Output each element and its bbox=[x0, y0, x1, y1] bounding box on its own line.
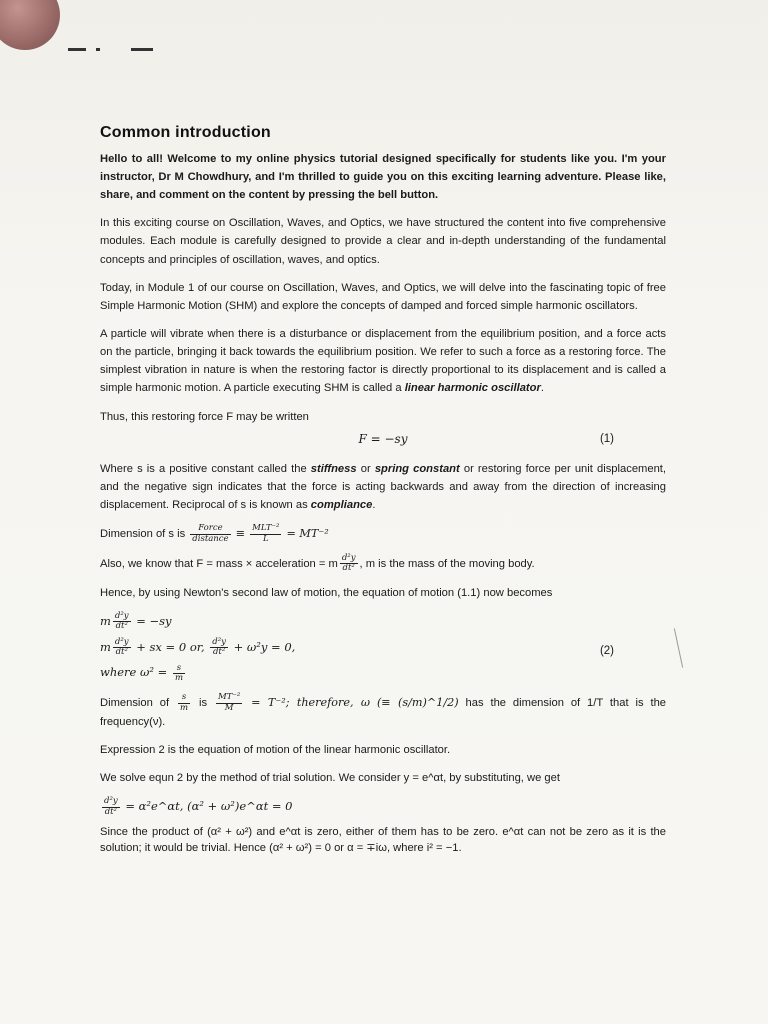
d2y-dt2-fraction: $\frac{\text{d²y}}{\text{dt²}}$ bbox=[341, 552, 356, 574]
shm-paragraph: A particle will vibrate when there is a disturbance or displacement from the equilibrium position, and a force acts on the particle, bringing it back towards the equilibrium position. We refer to such a force as a restoring force. The simplest vibration in nature is when the restoring factor is directly proportional to its displacement and is called a simple harmonic motion. A particle executing SHM is called a linear harmonic oscillator. bbox=[100, 328, 666, 395]
expression-2-line: Expression 2 is the equation of motion of the linear harmonic oscillator. bbox=[100, 744, 451, 757]
conclusion-paragraph: Since the product of (α² + ω²) and e^αt is zero, either of them has to be zero. e^αt can not be zero as it is the solution; it would be trivial. Hence (α² + ω²) = 0 or α = ∓iω, where i² = −1. bbox=[100, 826, 666, 854]
equation-2-number: (2) bbox=[599, 644, 614, 657]
or-word: or bbox=[360, 462, 371, 475]
trial-solution-line: We solve equn 2 by the method of trial solution. We consider y = e^αt, by substituting, we get bbox=[100, 772, 560, 785]
stiffness-text-2: or restoring force per unit displacement, and the negative sign indicates that the force is acting backwards and away from the direction of increasing displacement. Reciprocal of s is known as bbox=[100, 462, 667, 512]
ink-mark bbox=[131, 48, 153, 51]
dimension-result: = MT⁻² bbox=[286, 526, 329, 540]
newton-line: Hence, by using Newton's second law of motion, the equation of motion (1.1) now becomes bbox=[100, 586, 553, 599]
equation-1-number: (1) bbox=[599, 432, 614, 445]
intro-paragraph: Hello to all! Welcome to my online physics tutorial designed specifically for students like you. I'm your instructor, Dr M Chowdhury, and I'm thrilled to guide you on this exciting learning adventure. Please like, share, and comment on the content by pressing the bell button. bbox=[100, 152, 666, 202]
stiffness-term: stiffness bbox=[310, 462, 357, 475]
shm-text: A particle will vibrate when there is a disturbance or displacement from the equilibrium position, and a force acts on the particle, bringing it back towards the equilibrium position. We refer to such a force as a restoring force. The simplest vibration in nature is when the restoring factor is directly proportional to its displacement and is called a simple harmonic motion. A particle executing SHM is called a bbox=[100, 328, 666, 395]
stiffness-text: Where s is a positive constant called the bbox=[100, 462, 307, 475]
equation-1 bbox=[100, 430, 666, 452]
course-paragraph: In this exciting course on Oscillation, Waves, and Optics, we have structured the content into five comprehensive modules. Each module is carefully designed to provide a clear and in-depth understanding of the fundamental concepts and principles of oscillation, waves, and optics. bbox=[100, 217, 666, 266]
equation-motion-1: m $\frac{\text{d²y}}{\text{dt²}}$ = −sy bbox=[100, 610, 172, 632]
solution-equation: $\frac{\text{d²y}}{\text{dt²}}$ = α²e^αt, (α² + ω²)e^αt = 0 bbox=[104, 796, 293, 817]
pencil-tick bbox=[674, 628, 683, 667]
stiffness-paragraph: Where s is a positive constant called the stiffness or spring constant or restoring force per unit displacement, and the negative sign indicates that the force is acting backwards and away from the direction of increasing displacement. Reciprocal of s is known as compliance. bbox=[100, 462, 667, 512]
acceleration-text-2: , m is the mass of the moving body. bbox=[359, 557, 535, 570]
equation-1-expr: F = −sy bbox=[358, 431, 408, 446]
acceleration-text: Also, we know that F = mass × acceleration = m bbox=[100, 557, 338, 570]
document-body bbox=[100, 120, 666, 867]
ink-mark bbox=[68, 48, 86, 51]
dimension-label: Dimension of s is bbox=[100, 527, 186, 540]
equiv-sign: ≡ bbox=[235, 526, 246, 540]
mlt-fraction: $\frac{\text{MLT⁻²}}{L}$ bbox=[252, 523, 280, 544]
ink-mark bbox=[96, 48, 100, 51]
dimension-s-line bbox=[100, 524, 666, 544]
force-intro: Thus, this restoring force F may be written bbox=[100, 410, 309, 423]
spring-constant-term: spring constant bbox=[374, 462, 460, 475]
omega-definition: where ω² = $\frac{s}{m}$ bbox=[100, 662, 184, 683]
page-title: Common introduction bbox=[100, 124, 271, 141]
force-distance-fraction: $\frac{\text{Force}}{\text{distance}}$ bbox=[192, 523, 229, 544]
thumb-shadow bbox=[0, 0, 60, 50]
dimension-omega-paragraph: Dimension of $\frac{s}{m}$ is $\frac{\text{MT⁻²}}{M}$ = T⁻²; therefore, ω (≡ (s/m)^1/2) has the dimension of 1/T that is the frequency(ν). bbox=[100, 692, 667, 728]
ink-marks bbox=[68, 38, 159, 56]
equation-motion-2: m $\frac{\text{d²y}}{\text{dt²}}$ + sx = 0 or, $\frac{\text{d²y}}{\text{dt²}}$ + ω²y = 0, (2) bbox=[100, 638, 666, 658]
linear-oscillator-term: linear harmonic oscillator bbox=[404, 382, 541, 395]
module-paragraph: Today, in Module 1 of our course on Oscillation, Waves, and Optics, we will delve into the fascinating topic of free Simple Harmonic Motion (SHM) and explore the concepts of damped and forced simple harmonic oscillators. bbox=[100, 281, 666, 312]
compliance-term: compliance bbox=[310, 499, 373, 512]
acceleration-line bbox=[100, 554, 666, 574]
